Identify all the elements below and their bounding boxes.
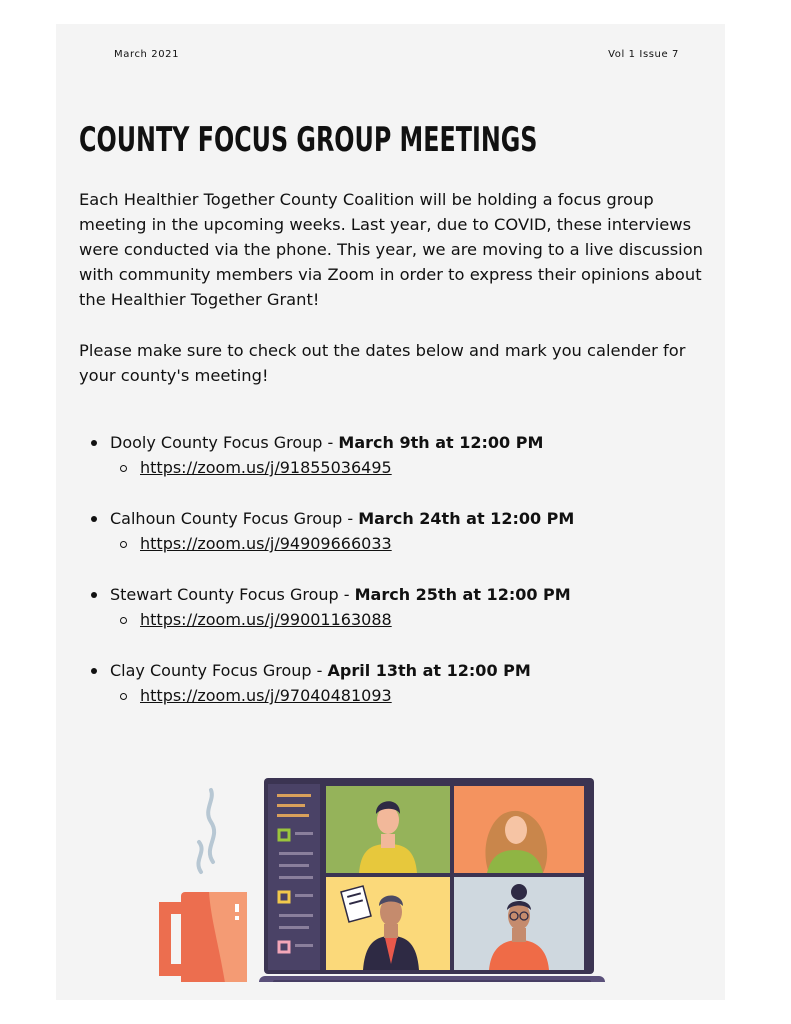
event-item-calhoun — [90, 506, 710, 556]
newsletter-page — [56, 24, 725, 1000]
event-list — [90, 430, 710, 734]
event-item-dooly — [90, 430, 710, 480]
zoom-link[interactable]: https://zoom.us/j/97040481093 — [90, 683, 710, 708]
zoom-link[interactable]: https://zoom.us/j/94909666033 — [90, 531, 710, 556]
event-title — [90, 430, 710, 455]
event-county: Dooly County Focus Group - — [110, 433, 339, 452]
event-item-stewart — [90, 582, 710, 632]
event-title — [90, 658, 710, 683]
event-time: April 13th at 12:00 PM — [327, 661, 531, 680]
event-title — [90, 506, 710, 531]
event-item-clay — [90, 658, 710, 708]
event-time: March 24th at 12:00 PM — [358, 509, 575, 528]
issue-date: March 2021 — [114, 49, 180, 60]
zoom-link[interactable]: https://zoom.us/j/99001163088 — [90, 607, 710, 632]
event-county: Stewart County Focus Group - — [110, 585, 355, 604]
event-county: Clay County Focus Group - — [110, 661, 328, 680]
issue-number: Vol 1 Issue 7 — [608, 49, 679, 60]
event-title — [90, 582, 710, 607]
reminder-paragraph: Please make sure to check out the dates below and mark you calender for your county's meeting! — [79, 341, 686, 385]
intro-paragraph: Each Healthier Together County Coalition will be holding a focus group meeting in the upcoming weeks. Last year, due to COVID, these interviews were conducted via the phone. This year, we are moving to a live discussion with community members via Zoom in order to express their opinions about the Healthier Together Grant! — [79, 190, 703, 309]
video-conference-illustration-icon — [151, 752, 621, 982]
event-time: March 9th at 12:00 PM — [338, 433, 544, 452]
page-title: COUNTY FOCUS GROUP MEETINGS — [79, 120, 538, 160]
zoom-link[interactable]: https://zoom.us/j/91855036495 — [90, 455, 710, 480]
event-county: Calhoun County Focus Group - — [110, 509, 359, 528]
event-time: March 25th at 12:00 PM — [354, 585, 571, 604]
